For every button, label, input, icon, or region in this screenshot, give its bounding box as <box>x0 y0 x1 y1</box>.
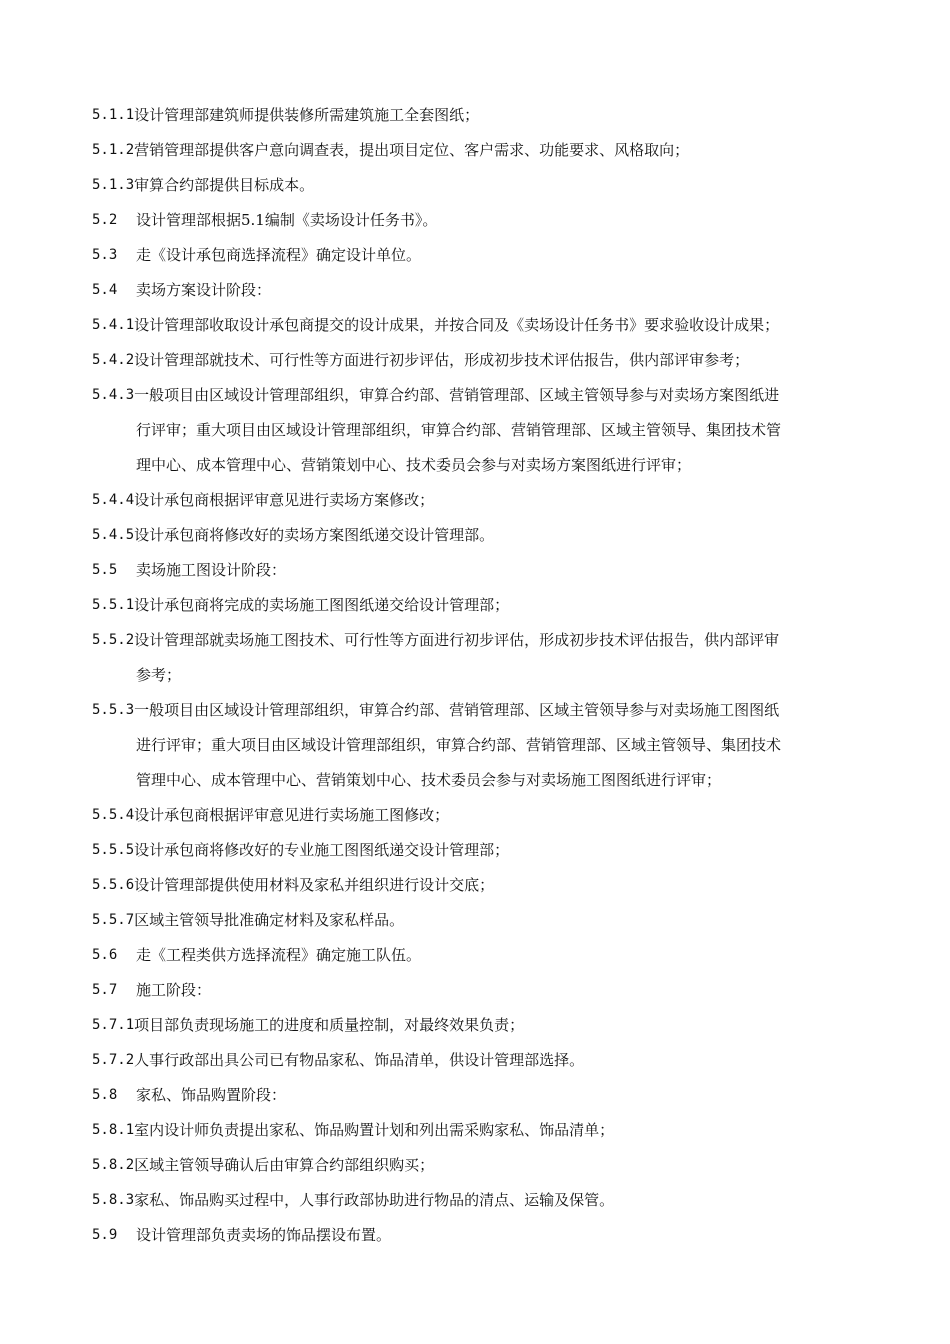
item-text: 家私、饰品购买过程中，人事行政部协助进行物品的清点、运输及保管。 <box>134 1191 615 1209</box>
procedure-line <box>92 343 872 378</box>
procedure-item <box>92 1113 872 1148</box>
item-text: 家私、饰品购置阶段： <box>136 1086 287 1104</box>
item-number: 5.5.5 <box>92 842 135 858</box>
item-text: 设计管理部收取设计承包商提交的设计成果，并按合同及《卖场设计任务书》要求验收设计成果； <box>134 316 780 334</box>
item-number: 5.7 <box>92 982 118 998</box>
procedure-line <box>92 133 872 168</box>
item-text: 卖场施工图设计阶段： <box>136 561 287 579</box>
item-text: 卖场方案设计阶段： <box>136 281 272 299</box>
item-text: 设计承包商将修改好的卖场方案图纸递交设计管理部。 <box>134 526 495 544</box>
item-number: 5.6 <box>92 947 118 963</box>
procedure-line <box>92 98 872 133</box>
item-number: 5.8.3 <box>92 1192 135 1208</box>
item-number: 5.4.5 <box>92 527 135 543</box>
procedure-line <box>92 833 872 868</box>
procedure-item <box>92 273 872 308</box>
item-text: 营销管理部提供客户意向调查表，提出项目定位、客户需求、功能要求、风格取向； <box>134 141 690 159</box>
procedure-line <box>92 308 872 343</box>
procedure-line <box>92 238 872 273</box>
procedure-line <box>92 1148 872 1183</box>
item-text: 室内设计师负责提出家私、饰品购置计划和列出需采购家私、饰品清单； <box>134 1121 615 1139</box>
item-text: 审算合约部提供目标成本。 <box>134 176 315 194</box>
item-number: 5.4.1 <box>92 317 135 333</box>
procedure-item <box>92 868 872 903</box>
item-number: 5.4.4 <box>92 492 135 508</box>
procedure-line <box>92 1218 872 1253</box>
procedure-item <box>92 588 872 623</box>
procedure-line <box>92 378 872 413</box>
item-number: 5.9 <box>92 1227 118 1243</box>
procedure-line <box>92 1113 872 1148</box>
item-text: 设计承包商将完成的卖场施工图图纸递交给设计管理部； <box>134 596 510 614</box>
item-number: 5.7.1 <box>92 1017 135 1033</box>
item-continuation-text: 行评审；重大项目由区域设计管理部组织，审算合约部、营销管理部、区域主管领导、集团技术管 <box>136 421 782 439</box>
procedure-item <box>92 308 872 343</box>
item-number: 5.3 <box>92 247 118 263</box>
procedure-line <box>92 518 872 553</box>
item-number: 5.8.1 <box>92 1122 135 1138</box>
procedure-line <box>92 1008 872 1043</box>
item-continuation-text: 参考； <box>136 666 182 684</box>
procedure-item <box>92 98 872 133</box>
item-number: 5.4.3 <box>92 387 135 403</box>
procedure-line <box>92 868 872 903</box>
item-continuation-text: 理中心、成本管理中心、营销策划中心、技术委员会参与对卖场方案图纸进行评审； <box>136 456 692 474</box>
procedure-item <box>92 973 872 1008</box>
item-number: 5.5.1 <box>92 597 135 613</box>
item-number: 5.1.1 <box>92 107 135 123</box>
procedure-item <box>92 938 872 973</box>
procedure-item <box>92 203 872 238</box>
procedure-line <box>92 693 872 728</box>
procedure-item <box>92 798 872 833</box>
item-text: 项目部负责现场施工的进度和质量控制，对最终效果负责； <box>134 1016 525 1034</box>
item-text: 设计管理部提供使用材料及家私并组织进行设计交底； <box>134 876 495 894</box>
procedure-line <box>92 203 872 238</box>
item-number: 5.4 <box>92 282 118 298</box>
item-text: 设计管理部就卖场施工图技术、可行性等方面进行初步评估，形成初步技术评估报告，供内部评审 <box>134 631 780 649</box>
item-number: 5.5.2 <box>92 632 135 648</box>
procedure-item <box>92 168 872 203</box>
item-text: 设计管理部建筑师提供装修所需建筑施工全套图纸； <box>134 106 480 124</box>
procedure-line <box>92 588 872 623</box>
item-number: 5.4.2 <box>92 352 135 368</box>
procedure-item <box>92 1043 872 1078</box>
procedure-item <box>92 518 872 553</box>
item-continuation-text: 管理中心、成本管理中心、营销策划中心、技术委员会参与对卖场施工图图纸进行评审； <box>136 771 722 789</box>
procedure-item <box>92 693 872 798</box>
item-text: 设计管理部根据5.1编制《卖场设计任务书》。 <box>136 211 438 229</box>
item-text: 设计承包商根据评审意见进行卖场施工图修改； <box>134 806 450 824</box>
item-text: 设计承包商根据评审意见进行卖场方案修改； <box>134 491 435 509</box>
item-number: 5.8.2 <box>92 1157 135 1173</box>
procedure-line <box>92 973 872 1008</box>
procedure-item <box>92 1148 872 1183</box>
item-number: 5.8 <box>92 1087 118 1103</box>
procedure-line <box>92 553 872 588</box>
item-text: 走《工程类供方选择流程》确定施工队伍。 <box>136 946 422 964</box>
item-number: 5.7.2 <box>92 1052 135 1068</box>
item-number: 5.5.6 <box>92 877 135 893</box>
item-text: 设计承包商将修改好的专业施工图图纸递交设计管理部； <box>134 841 510 859</box>
procedure-line <box>92 168 872 203</box>
item-text: 一般项目由区域设计管理部组织，审算合约部、营销管理部、区域主管领导参与对卖场施工图图纸 <box>134 701 780 719</box>
item-text: 设计管理部负责卖场的饰品摆设布置。 <box>136 1226 392 1244</box>
procedure-line <box>92 1043 872 1078</box>
item-number: 5.5 <box>92 562 118 578</box>
procedure-item <box>92 553 872 588</box>
item-number: 5.5.7 <box>92 912 135 928</box>
procedure-item <box>92 343 872 378</box>
procedure-line <box>92 903 872 938</box>
procedure-item <box>92 378 872 483</box>
procedure-item <box>92 133 872 168</box>
item-number: 5.1.3 <box>92 177 135 193</box>
procedure-item <box>92 1218 872 1253</box>
item-text: 施工阶段： <box>136 981 212 999</box>
procedure-line <box>92 273 872 308</box>
procedure-item <box>92 1078 872 1113</box>
item-text: 区域主管领导批准确定材料及家私样品。 <box>134 911 405 929</box>
procedure-item <box>92 833 872 868</box>
procedure-item <box>92 238 872 273</box>
procedure-line <box>92 938 872 973</box>
procedure-item <box>92 1183 872 1218</box>
procedure-item <box>92 1008 872 1043</box>
item-text: 设计管理部就技术、可行性等方面进行初步评估，形成初步技术评估报告，供内部评审参考； <box>134 351 750 369</box>
item-number: 5.5.4 <box>92 807 135 823</box>
item-number: 5.5.3 <box>92 702 135 718</box>
item-number: 5.1.2 <box>92 142 135 158</box>
item-text: 区域主管领导确认后由审算合约部组织购买； <box>134 1156 435 1174</box>
procedure-item <box>92 623 872 693</box>
procedure-line <box>92 623 872 658</box>
procedure-item <box>92 903 872 938</box>
item-continuation-text: 进行评审；重大项目由区域设计管理部组织，审算合约部、营销管理部、区域主管领导、集团技术 <box>136 736 782 754</box>
procedure-line <box>92 1183 872 1218</box>
item-number: 5.2 <box>92 212 118 228</box>
procedure-list <box>92 98 872 1253</box>
item-text: 人事行政部出具公司已有物品家私、饰品清单，供设计管理部选择。 <box>134 1051 585 1069</box>
procedure-line <box>92 1078 872 1113</box>
procedure-line <box>92 798 872 833</box>
item-text: 走《设计承包商选择流程》确定设计单位。 <box>136 246 422 264</box>
procedure-item <box>92 483 872 518</box>
procedure-line <box>92 483 872 518</box>
item-text: 一般项目由区域设计管理部组织，审算合约部、营销管理部、区域主管领导参与对卖场方案图纸进 <box>134 386 780 404</box>
